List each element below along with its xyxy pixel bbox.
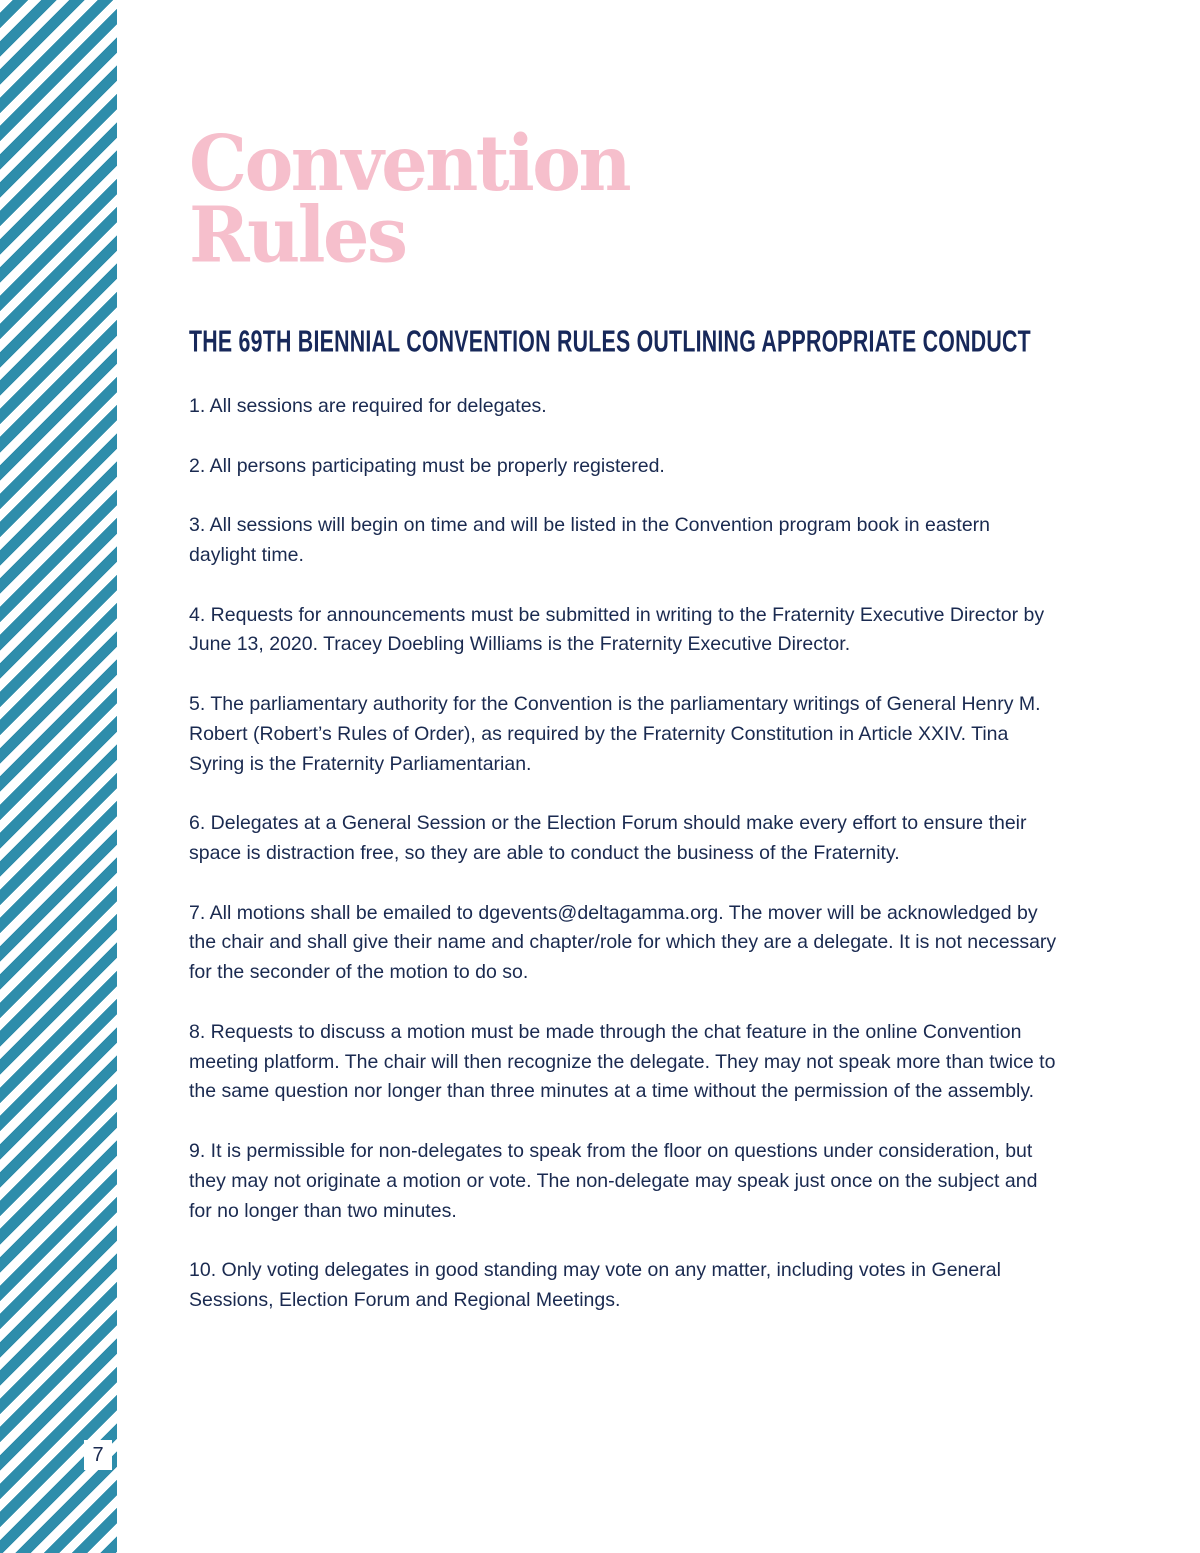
rule-item: 4. Requests for announcements must be submitted in writing to the Fraternity Executive Director by June 13, 2020. Tracey Doebling Williams is the Fraternity Executive Director. [189,603,1045,656]
rule-item: 3. All sessions will begin on time and will be listed in the Convention program book in eastern daylight time. [189,514,991,566]
main-content [189,118,1059,1346]
rule-item: 1. All sessions are required for delegates. [189,395,547,417]
page-title-line-2: Rules [189,189,406,281]
rule-item: 5. The parliamentary authority for the Convention is the parliamentary writings of General Henry M. Robert (Robert’s Rules of Order), as required by the Fraternity Constitution in Article XXIV. Tina Syring is the Fraternity Parliamentarian. [189,692,1041,775]
striped-side-border [0,0,117,1553]
rule-item: 7. All motions shall be emailed to dgevents@deltagamma.org. The mover will be acknowledged by the chair and shall give their name and chapter/role for which they are a delegate. It is not necessary for the seconder of the motion to do so. [189,901,1057,984]
page-title [189,118,1059,281]
page-title-line-1: Convention [189,118,630,209]
rule-item: 8. Requests to discuss a motion must be made through the chat feature in the online Convention meeting platform. The chair will then recognize the delegate. They may not speak more than twice to the same question nor longer than three minutes at a time without the permission of the assembly. [189,1020,1056,1103]
section-heading: THE 69TH BIENNIAL CONVENTION RULES OUTLINING APPROPRIATE CONDUCT [189,324,1031,359]
rules-list [189,392,1059,1316]
rule-item: 10. Only voting delegates in good standing may vote on any matter, including votes in General Sessions, Election Forum and Regional Meetings. [189,1259,1001,1311]
rule-item: 6. Delegates at a General Session or the Election Forum should make every effort to ensure their space is distraction free, so they are able to conduct the business of the Fraternity. [189,812,1027,864]
rule-item: 9. It is permissible for non-delegates to speak from the floor on questions under consideration, but they may not originate a motion or vote. The non-delegate may speak just once on the subject and for no longer than two minutes. [189,1139,1038,1222]
rule-item: 2. All persons participating must be properly registered. [189,454,665,477]
page-number: 7 [84,1440,112,1470]
